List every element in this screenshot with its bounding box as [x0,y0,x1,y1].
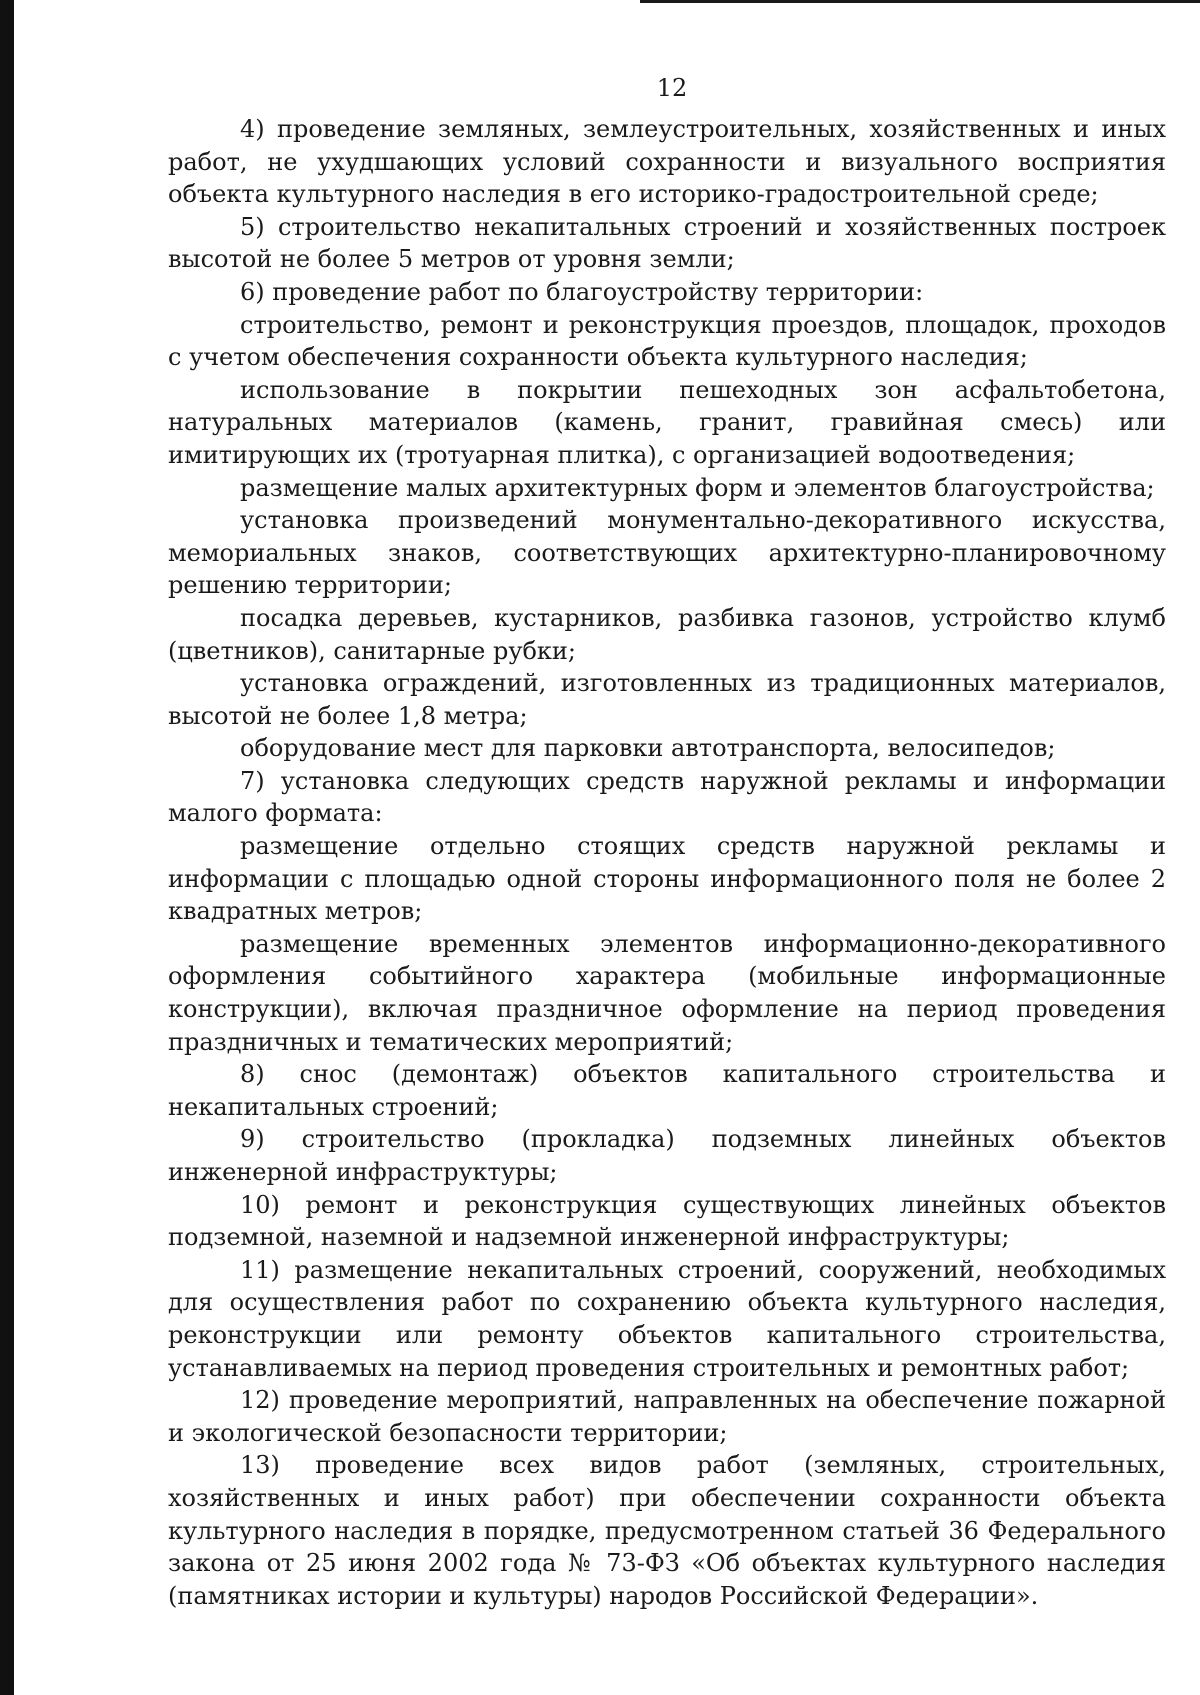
paragraph-item-8: 8) снос (демонтаж) объектов капитального строительства и некапитальных строений; [168,1060,1166,1121]
paragraph-item-7: 7) установка следующих средств наружной рекламы и информации малого формата: [168,766,1166,828]
paragraph-item-5: 5) строительство некапитальных строений и хозяйственных построек высотой не более 5 метров от уровня земли; [168,212,1166,274]
paragraph-item-10: 10) ремонт и реконструкция существующих линейных объектов подземной, наземной и надземной инженерной инфраструктуры; [168,1190,1166,1252]
paragraph-subitem: строительство, ремонт и реконструкция проездов, площадок, проходов с учетом обеспечения сохранности объекта культурного наследия; [168,310,1166,372]
paragraph-subitem: оборудование мест для парковки автотранспорта, велосипедов; [240,734,1056,763]
page-number: 12 [656,74,688,102]
paragraph-item-13: 13) проведение всех видов работ (земляных, строительных, хозяйственных и иных работ) при обеспечении сохранности объекта культурного наследия в порядке, предусмотренном статьей 36 Федерального закона от 25 июня 2002 года № 73-ФЗ «Об объектах культурного наследия (памятниках истории и культуры) народов Российской Федерации». [168,1451,1166,1610]
paragraph-subitem: установка произведений монументально-декоративного искусства, мемориальных знаков, соответствующих архитектурно-планировочному решению территории; [168,506,1166,600]
paragraph-item-12: 12) проведение мероприятий, направленных на обеспечение пожарной и экологической безопасности территории; [168,1386,1166,1447]
paragraph-subitem: размещение временных элементов информационно-декоративного оформления событийного характера (мобильные информационные конструкции), включая праздничное оформление на период проведения праздничных и тематических мероприятий; [168,929,1166,1056]
paragraph-subitem: установка ограждений, изготовленных из традиционных материалов, высотой не более 1,8 метра; [168,669,1166,730]
paragraph-item-6: 6) проведение работ по благоустройству территории: [240,277,924,306]
scan-left-edge [0,0,14,1695]
scan-top-rule [640,0,1200,3]
paragraph-subitem: размещение малых архитектурных форм и элементов благоустройства; [240,473,1155,502]
paragraph-item-9: 9) строительство (прокладка) подземных линейных объектов инженерной инфраструктуры; [168,1125,1166,1186]
paragraph-subitem: размещение отдельно стоящих средств наружной рекламы и информации с площадью одной стороны информационного поля не более 2 квадратных метров; [168,832,1166,926]
paragraph-item-4: 4) проведение земляных, землеустроительных, хозяйственных и иных работ, не ухудшающих условий сохранности и визуального восприятия объекта культурного наследия в его историко-градостроительной среде; [168,115,1166,209]
paragraph-subitem: посадка деревьев, кустарников, разбивка газонов, устройство клумб (цветников), санитарные рубки; [168,603,1166,665]
paragraph-item-11: 11) размещение некапитальных строений, сооружений, необходимых для осуществления работ по сохранению объекта культурного наследия, реконструкции или ремонту объектов капитального строительства, устанавливаемых на период проведения строительных и ремонтных работ; [168,1255,1166,1382]
paragraph-subitem: использование в покрытии пешеходных зон асфальтобетона, натуральных материалов (камень, гранит, гравийная смесь) или имитирующих их (тротуарная плитка), с организацией водоотведения; [168,375,1166,469]
document-body [168,113,1166,1612]
